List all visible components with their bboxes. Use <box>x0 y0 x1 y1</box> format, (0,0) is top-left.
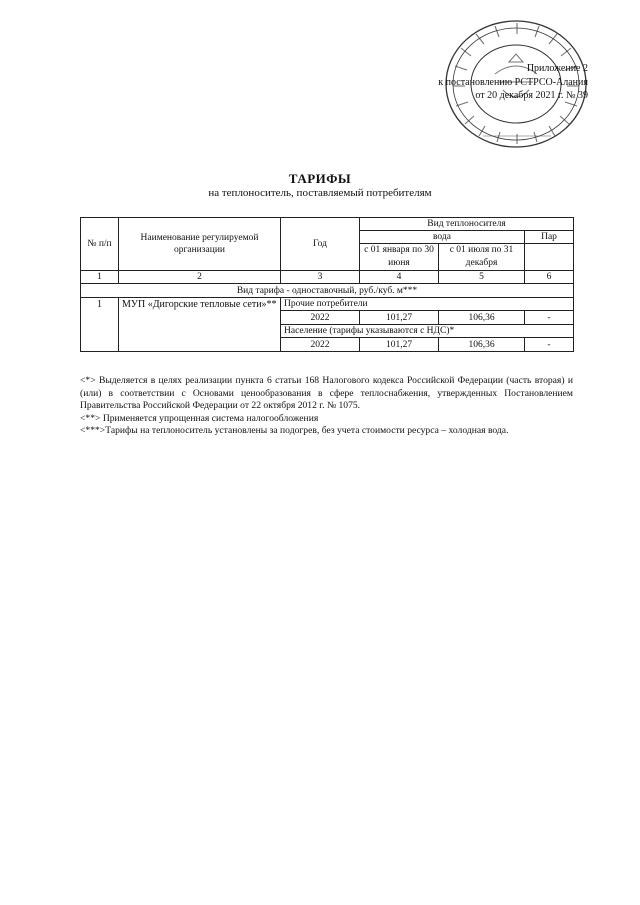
header-period-1: с 01 января по 30 июня <box>360 244 439 271</box>
value-steam: - <box>525 338 574 352</box>
header-num: № п/п <box>81 218 119 271</box>
col-number: 5 <box>439 271 525 284</box>
header-org-name: Наименование регулируемой организации <box>119 218 281 271</box>
col-number: 4 <box>360 271 439 284</box>
header-steam-empty <box>525 244 574 271</box>
header-water: вода <box>360 231 525 244</box>
value-period-1: 101,27 <box>360 338 439 352</box>
column-numbers-row <box>81 271 574 284</box>
value-steam: - <box>525 311 574 325</box>
document-title: ТАРИФЫ <box>288 171 352 186</box>
col-number: 1 <box>81 271 119 284</box>
header-carrier-type: Вид теплоносителя <box>360 218 574 231</box>
document-subtitle: на теплоноситель, поставляемый потребителям <box>208 187 432 199</box>
year-cell: 2022 <box>281 311 360 325</box>
org-number: 1 <box>81 298 119 352</box>
tariffs-table <box>80 217 574 352</box>
header-steam: Пар <box>525 231 574 244</box>
group-label-population: Население (тарифы указываются с НДС)* <box>281 325 574 338</box>
col-number: 2 <box>119 271 281 284</box>
appendix-reference <box>438 62 588 103</box>
appendix-resolution: к постановлению РСТРСО-Алания <box>438 76 588 88</box>
col-number: 3 <box>281 271 360 284</box>
tariff-type: Вид тарифа - одноставочный, руб./куб. м*** <box>81 284 574 298</box>
header-period-2: с 01 июля по 31 декабря <box>439 244 525 271</box>
footnotes <box>80 375 573 438</box>
header-year: Год <box>281 218 360 271</box>
header-row-1 <box>81 218 574 231</box>
value-period-1: 101,27 <box>360 311 439 325</box>
appendix-date: от 20 декабря 2021 г. № 39 <box>475 90 588 101</box>
tariff-type-row <box>81 284 574 298</box>
value-period-2: 106,36 <box>439 338 525 352</box>
appendix-number: Приложение 2 <box>526 63 588 74</box>
group-row-other <box>81 298 574 311</box>
year-cell: 2022 <box>281 338 360 352</box>
footnote-vat: <*> Выделяется в целях реализации пункта 6 статьи 168 Налогового кодекса Российской Федерации (часть вторая) и (или) в соответствии с Основами ценообразования в сфере теплоснабжения, утвержденных Постановлением Правительства Российской Федерации от 22 октября 2012 г. № 1075. <box>80 375 573 411</box>
org-name: МУП «Дигорские тепловые сети»** <box>119 298 281 352</box>
footnote-heating: <***>Тарифы на теплоноситель установлены за подогрев, без учета стоимости ресурса – холодная вода. <box>80 425 509 436</box>
col-number: 6 <box>525 271 574 284</box>
value-period-2: 106,36 <box>439 311 525 325</box>
group-label-other: Прочие потребители <box>281 298 574 311</box>
footnote-tax-system: <**> Применяется упрощенная система налогообложения <box>80 412 319 424</box>
